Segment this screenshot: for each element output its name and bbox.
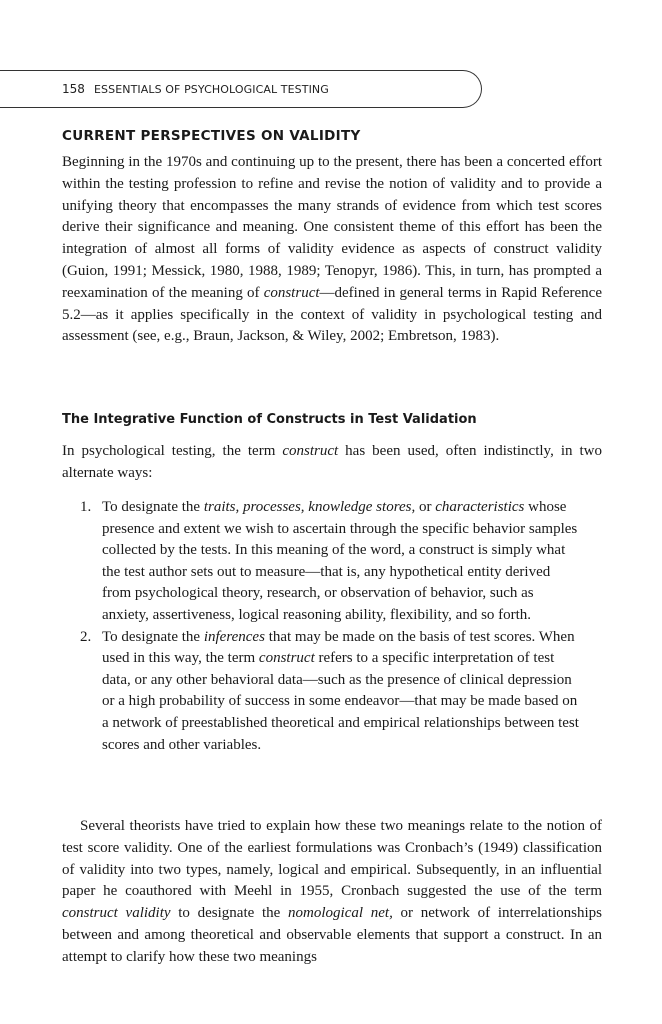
- running-head: [0, 70, 482, 108]
- book-title: ESSENTIALS OF PSYCHOLOGICAL TESTING: [94, 83, 329, 96]
- page-number: 158: [62, 82, 85, 96]
- numbered-list: [62, 497, 602, 756]
- subsection-heading: The Integrative Function of Constructs in Test Validation: [62, 412, 477, 427]
- list-item: 2. To designate the inferences that may be made on the basis of test scores. When used in this way, the term construct refers to a specific interpretation of test data, or any other behavioral data—such as the presence of clinical depression or a high probability of success in some endeavor—that may be made based on a network of preestablished theoretical and empirical relationships between test scores and other variables.: [80, 628, 579, 753]
- list-item: 1. To designate the traits, processes, knowledge stores, or characteristics whose presence and extent we wish to ascertain through the specific behavior samples collected by the tests. In this meaning of the word, a construct is simply what the test author sets out to measure—that is, any hypothetical entity derived from psychological theory, research, or observation of behavior, such as anxiety, assertiveness, logical reasoning ability, flexibility, and so forth.: [80, 499, 578, 623]
- paragraph-2: In psychological testing, the term construct has been used, often indistinctly, in two alternate ways:: [62, 443, 602, 481]
- paragraph-3: Several theorists have tried to explain how these two meanings relate to the notion of test score validity. One of the earliest formulations was Cronbach’s (1949) classification of validity into two types, namely, logical and empirical. Subsequently, in an influential paper he coauthored with Meehl in 1955, Cronbach suggested the use of the term construct validity to designate the nomological net, or network of interrelationships between and among theoretical and observable elements that support a construct. In an attempt to clarify how these two meanings: [62, 818, 602, 965]
- section-heading: CURRENT PERSPECTIVES ON VALIDITY: [62, 128, 361, 144]
- paragraph-1: Beginning in the 1970s and continuing up to the present, there has been a concerted effort within the testing profession to refine and revise the notion of validity and to provide a unifying theory that encompasses the many strands of evidence from which test scores derive their significance and meaning. One consistent theme of this effort has been the integration of almost all forms of validity evidence as aspects of construct validity (Guion, 1991; Messick, 1980, 1988, 1989; Tenopyr, 1986). This, in turn, has prompted a reexamination of the meaning of construct—defined in general terms in Rapid Reference 5.2—as it applies specifically in the context of validity in psychological testing and assessment (see, e.g., Braun, Jackson, & Wiley, 2002; Embretson, 1983).: [62, 154, 603, 345]
